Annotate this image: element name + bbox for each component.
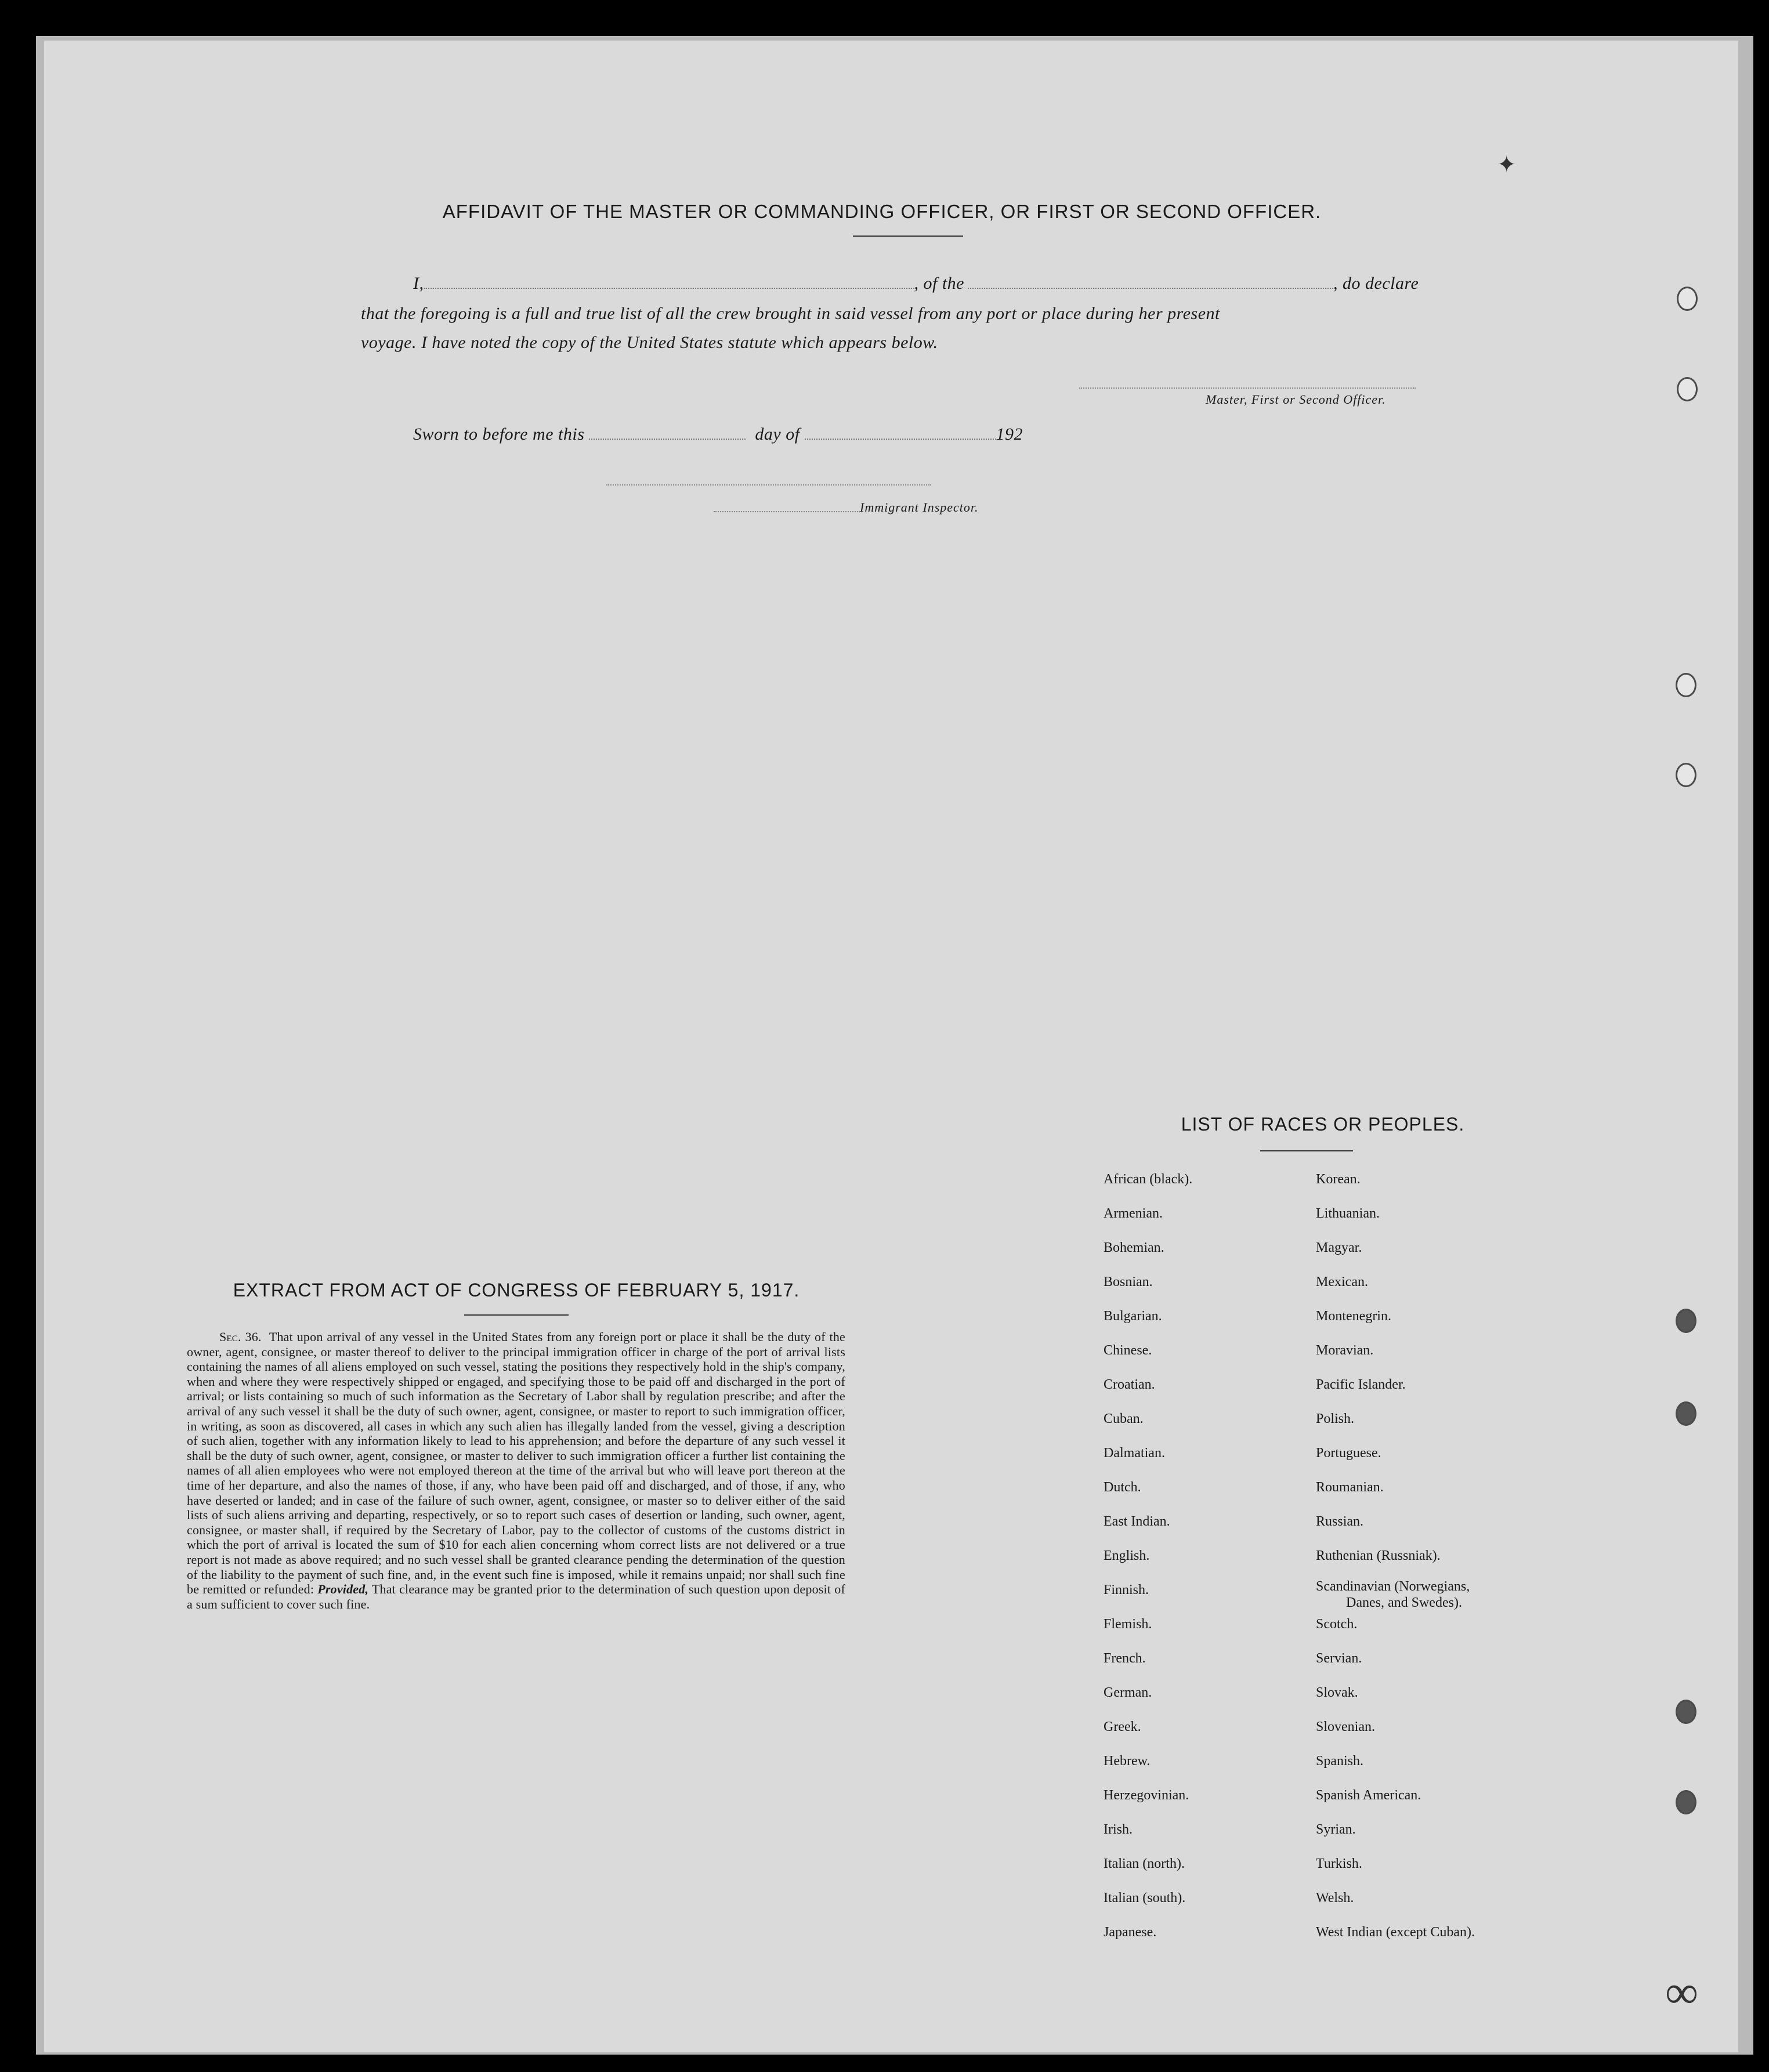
month-blank <box>805 439 996 440</box>
affidavit-title: AFFIDAVIT OF THE MASTER OR COMMANDING OFFICER, OR FIRST OR SECOND OFFICER. <box>442 201 1322 222</box>
binder-hole <box>1677 377 1698 401</box>
races-title-underline <box>1260 1150 1353 1151</box>
race-item: Hebrew. <box>1104 1754 1151 1769</box>
binder-hole <box>1676 1309 1696 1333</box>
handwritten-mark: ∞ <box>1665 1967 1699 2018</box>
race-item: East Indian. <box>1104 1514 1170 1529</box>
race-item: Turkish. <box>1316 1856 1362 1871</box>
race-item: Korean. <box>1316 1172 1361 1187</box>
race-item: Montenegrin. <box>1316 1309 1391 1324</box>
race-item: Scotch. <box>1316 1617 1358 1632</box>
race-item: Cuban. <box>1104 1411 1144 1426</box>
race-item: Slovenian. <box>1316 1719 1375 1734</box>
race-item: Moravian. <box>1316 1343 1374 1358</box>
affidavit-line3: voyage. I have noted the copy of the United States statute which appears below. <box>361 333 938 352</box>
vessel-blank <box>968 288 1333 289</box>
race-item: Italian (south). <box>1104 1890 1186 1906</box>
race-item: Bulgarian. <box>1104 1309 1162 1324</box>
affidavit-i: I, <box>413 274 424 293</box>
race-item: Slovak. <box>1316 1685 1358 1700</box>
race-item: Spanish. <box>1316 1754 1364 1769</box>
handwritten-mark: ✦ <box>1497 151 1517 178</box>
race-item: Dalmatian. <box>1104 1446 1165 1461</box>
race-item: Servian. <box>1316 1651 1362 1666</box>
extract-title: EXTRACT FROM ACT OF CONGRESS OF FEBRUARY 5, 1917. <box>233 1280 800 1301</box>
race-item: Russian. <box>1316 1514 1364 1529</box>
inspector-caption: Immigrant Inspector. <box>860 500 979 515</box>
race-item: Spanish American. <box>1316 1788 1421 1803</box>
race-item: Italian (north). <box>1104 1856 1185 1871</box>
inspector-signature-line-upper <box>606 484 931 486</box>
race-item: Armenian. <box>1104 1206 1163 1221</box>
race-item: Greek. <box>1104 1719 1141 1734</box>
race-item: English. <box>1104 1548 1150 1563</box>
master-signature-line <box>1079 387 1416 389</box>
race-item: German. <box>1104 1685 1152 1700</box>
race-item: Bosnian. <box>1104 1274 1153 1289</box>
race-item: Chinese. <box>1104 1343 1152 1358</box>
extract-text: That upon arrival of any vessel in the United States from any foreign port or place it shall be the duty of the owner, agent, consignee, or master thereof to deliver to the principal immigration officer in charge of the port of arrival lists containing the names of all aliens employed on such vessel, stating the positions they respectively hold in the ship's company, when and where they were respectively shipped or engaged, and specifying those to be paid off and discharged in the port of arrival; or lists containing so much of such information as the Secretary of Labor shall by regulation prescribe; and after the arrival of any such vessel it shall be the duty of such owner, agent, consignee, or master to report to such immigration officer, in writing, as soon as discovered, all cases in which any such alien has illegally landed from the vessel, giving a description of such alien, together with any information likely to lead to his apprehension; and before the departure of any such vessel it shall be the duty of such owner, agent, consignee, or master to deliver to such immigration officer a further list containing the names of all alien employees who were not employed thereon at the time of the arrival but who will leave port thereon at the time of her departure, and also the names of those, if any, who have been paid off and discharged, and of those, if any, who have deserted or landed; and in case of the failure of such owner, agent, consignee, or master so to deliver either of the said lists of such aliens arriving and departing, respectively, or so to report such cases of desertion or landing, such owner, agent, consignee, or master shall, if required by the Secretary of Labor, pay to the collector of customs of the customs district in which the port of arrival is located the sum of $10 for each alien concerning whom correct lists are not delivered or a true report is not made as above required; and no such vessel shall be granted clearance pending the determination of the question of the liability to the payment of such fine, and, in the event such fine is imposed, while it remains unpaid; nor shall such fine be remitted or refunded: <box>187 1330 846 1597</box>
sworn-line <box>413 425 1225 444</box>
day-of-text: day of <box>755 425 800 444</box>
race-item: Ruthenian (Russniak). <box>1316 1548 1441 1563</box>
race-item: Portuguese. <box>1316 1446 1381 1461</box>
race-item: Mexican. <box>1316 1274 1368 1289</box>
race-item: Finnish. <box>1104 1582 1149 1598</box>
extract-title-underline <box>464 1314 569 1316</box>
affidavit-declare: , do declare <box>1333 274 1419 293</box>
binder-hole <box>1676 1790 1696 1814</box>
race-item: Roumanian. <box>1316 1480 1384 1495</box>
race-item: Flemish. <box>1104 1617 1152 1632</box>
affidavit-line2: that the foregoing is a full and true list of all the crew brought in said vessel from any port or place during her present <box>361 304 1220 323</box>
race-item: Magyar. <box>1316 1240 1362 1255</box>
race-item: Lithuanian. <box>1316 1206 1380 1221</box>
binder-hole <box>1676 1401 1696 1426</box>
binder-hole <box>1676 1700 1696 1724</box>
proviso-word: Provided, <box>317 1582 369 1597</box>
extract-body <box>187 1330 845 1611</box>
affidavit-line1 <box>413 274 1457 294</box>
section-label: Sec. 36. <box>219 1330 262 1344</box>
affidavit-of-the: , of the <box>914 274 964 293</box>
race-item: Pacific Islander. <box>1316 1377 1406 1392</box>
day-blank <box>589 439 746 440</box>
master-signature-caption: Master, First or Second Officer. <box>1206 392 1386 407</box>
race-item: Croatian. <box>1104 1377 1155 1392</box>
name-blank <box>424 288 914 289</box>
race-item: Dutch. <box>1104 1480 1141 1495</box>
race-item: Herzegovinian. <box>1104 1788 1189 1803</box>
races-title: LIST OF RACES OR PEOPLES. <box>1181 1114 1465 1135</box>
race-item: Polish. <box>1316 1411 1355 1426</box>
binder-hole <box>1677 287 1698 311</box>
race-item: Scandinavian (Norwegians, <box>1316 1579 1470 1594</box>
race-item: Syrian. <box>1316 1822 1356 1837</box>
race-item: Irish. <box>1104 1822 1133 1837</box>
title-underline <box>853 236 963 237</box>
race-item: Welsh. <box>1316 1890 1354 1906</box>
race-item: African (black). <box>1104 1172 1193 1187</box>
sworn-text: Sworn to before me this <box>413 425 585 444</box>
inspector-signature-line-lower <box>714 511 860 512</box>
race-item: Danes, and Swedes). <box>1346 1595 1462 1610</box>
binder-hole <box>1676 763 1696 787</box>
race-item: West Indian (except Cuban). <box>1316 1925 1475 1940</box>
race-item: Bohemian. <box>1104 1240 1164 1255</box>
year-prefix: 192 <box>996 425 1023 444</box>
extract-text-end: That clearance may be granted prior to the determination of such question upon deposit of a sum sufficient to cover such fine. <box>187 1582 845 1611</box>
binder-hole <box>1676 673 1696 697</box>
race-item: Japanese. <box>1104 1925 1157 1940</box>
race-item: French. <box>1104 1651 1146 1666</box>
